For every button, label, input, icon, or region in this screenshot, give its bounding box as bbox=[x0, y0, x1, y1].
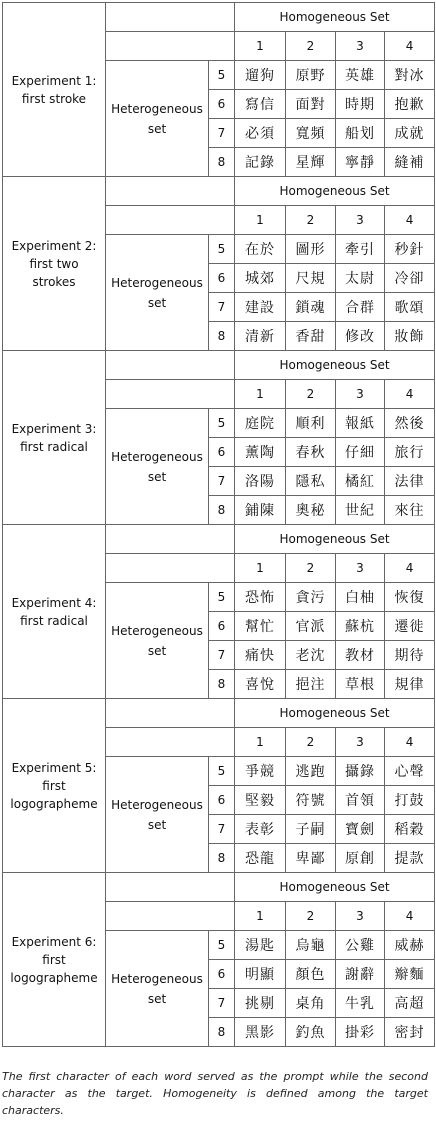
empty-cell bbox=[106, 525, 235, 554]
experiment-label-line: strokes bbox=[32, 274, 76, 289]
column-number: 1 bbox=[235, 32, 286, 61]
word-cell: 心聲 bbox=[385, 757, 435, 786]
homogeneous-set-header: Homogeneous Set bbox=[235, 525, 435, 554]
column-number: 1 bbox=[235, 380, 286, 409]
experiment-label-line: logographeme bbox=[10, 970, 98, 985]
row-number: 6 bbox=[209, 90, 235, 119]
word-cell: 原野 bbox=[286, 61, 336, 90]
stimuli-table bbox=[2, 2, 435, 1047]
heterogeneous-label-line: Heterogeneous bbox=[111, 101, 203, 116]
word-cell: 恐龍 bbox=[235, 844, 286, 873]
word-cell: 辮麵 bbox=[385, 960, 435, 989]
word-cell: 鋪陳 bbox=[235, 496, 286, 525]
word-cell: 稻穀 bbox=[385, 815, 435, 844]
word-cell: 縫補 bbox=[385, 148, 435, 177]
row-number: 7 bbox=[209, 815, 235, 844]
row-number: 5 bbox=[209, 409, 235, 438]
empty-cell bbox=[106, 206, 235, 235]
row-number: 8 bbox=[209, 670, 235, 699]
word-cell: 洛陽 bbox=[235, 467, 286, 496]
word-cell: 湯匙 bbox=[235, 931, 286, 960]
experiment-label-line: Experiment 5: bbox=[11, 760, 97, 775]
empty-cell bbox=[106, 873, 235, 902]
word-cell: 鎖魂 bbox=[286, 293, 336, 322]
column-number: 2 bbox=[286, 902, 336, 931]
experiment-label-line: Experiment 4: bbox=[11, 595, 97, 610]
experiment-label bbox=[3, 351, 106, 525]
word-cell: 合群 bbox=[336, 293, 385, 322]
experiment-label-line: first bbox=[42, 778, 66, 793]
word-cell: 黑影 bbox=[235, 1018, 286, 1047]
table-row bbox=[3, 525, 435, 554]
word-cell: 必須 bbox=[235, 119, 286, 148]
row-number: 5 bbox=[209, 757, 235, 786]
word-cell: 英雄 bbox=[336, 61, 385, 90]
empty-cell bbox=[106, 699, 235, 728]
empty-cell bbox=[106, 32, 235, 61]
word-cell: 卑鄙 bbox=[286, 844, 336, 873]
experiment-label bbox=[3, 525, 106, 699]
column-number: 4 bbox=[385, 206, 435, 235]
row-number: 8 bbox=[209, 1018, 235, 1047]
table-row bbox=[3, 3, 435, 32]
row-number: 5 bbox=[209, 583, 235, 612]
word-cell: 高超 bbox=[385, 989, 435, 1018]
heterogeneous-set-label bbox=[106, 583, 209, 699]
column-number: 3 bbox=[336, 32, 385, 61]
row-number: 7 bbox=[209, 467, 235, 496]
table-row bbox=[3, 873, 435, 902]
word-cell: 庭院 bbox=[235, 409, 286, 438]
word-cell: 蘇杭 bbox=[336, 612, 385, 641]
word-cell: 尺規 bbox=[286, 264, 336, 293]
experiment-label-line: first radical bbox=[20, 439, 88, 454]
heterogeneous-set-label bbox=[106, 757, 209, 873]
word-cell: 世紀 bbox=[336, 496, 385, 525]
empty-cell bbox=[106, 554, 235, 583]
word-cell: 掛彩 bbox=[336, 1018, 385, 1047]
experiment-label-line: Experiment 6: bbox=[11, 934, 97, 949]
word-cell: 牽引 bbox=[336, 235, 385, 264]
row-number: 6 bbox=[209, 960, 235, 989]
word-cell: 寧靜 bbox=[336, 148, 385, 177]
word-cell: 提款 bbox=[385, 844, 435, 873]
word-cell: 薰陶 bbox=[235, 438, 286, 467]
word-cell: 打鼓 bbox=[385, 786, 435, 815]
column-number: 4 bbox=[385, 554, 435, 583]
word-cell: 白柚 bbox=[336, 583, 385, 612]
row-number: 7 bbox=[209, 989, 235, 1018]
table-row bbox=[3, 351, 435, 380]
word-cell: 規律 bbox=[385, 670, 435, 699]
word-cell: 時期 bbox=[336, 90, 385, 119]
word-cell: 清新 bbox=[235, 322, 286, 351]
row-number: 8 bbox=[209, 148, 235, 177]
heterogeneous-set-label bbox=[106, 931, 209, 1047]
column-number: 2 bbox=[286, 206, 336, 235]
heterogeneous-label-line: set bbox=[147, 817, 167, 832]
word-cell: 法律 bbox=[385, 467, 435, 496]
homogeneous-set-header: Homogeneous Set bbox=[235, 699, 435, 728]
heterogeneous-label-line: Heterogeneous bbox=[111, 797, 203, 812]
word-cell: 太尉 bbox=[336, 264, 385, 293]
heterogeneous-label-line: Heterogeneous bbox=[111, 623, 203, 638]
column-number: 4 bbox=[385, 728, 435, 757]
word-cell: 痛快 bbox=[235, 641, 286, 670]
word-cell: 在於 bbox=[235, 235, 286, 264]
row-number: 6 bbox=[209, 612, 235, 641]
empty-cell bbox=[106, 177, 235, 206]
experiment-label-line: first two bbox=[29, 256, 79, 271]
heterogeneous-label-line: Heterogeneous bbox=[111, 971, 203, 986]
word-cell: 恐怖 bbox=[235, 583, 286, 612]
word-cell: 記錄 bbox=[235, 148, 286, 177]
word-cell: 報紙 bbox=[336, 409, 385, 438]
word-cell: 挑剔 bbox=[235, 989, 286, 1018]
word-cell: 老沈 bbox=[286, 641, 336, 670]
word-cell: 妝飾 bbox=[385, 322, 435, 351]
row-number: 6 bbox=[209, 438, 235, 467]
word-cell: 恢復 bbox=[385, 583, 435, 612]
word-cell: 表彰 bbox=[235, 815, 286, 844]
column-number: 3 bbox=[336, 902, 385, 931]
heterogeneous-label-line: set bbox=[147, 991, 167, 1006]
row-number: 5 bbox=[209, 61, 235, 90]
word-cell: 秒針 bbox=[385, 235, 435, 264]
empty-cell bbox=[106, 728, 235, 757]
word-cell: 冷卻 bbox=[385, 264, 435, 293]
word-cell: 城郊 bbox=[235, 264, 286, 293]
experiment-label-line: Experiment 1: bbox=[11, 73, 97, 88]
word-cell: 貪污 bbox=[286, 583, 336, 612]
word-cell: 牛乳 bbox=[336, 989, 385, 1018]
word-cell: 子嗣 bbox=[286, 815, 336, 844]
word-cell: 草根 bbox=[336, 670, 385, 699]
word-cell: 期待 bbox=[385, 641, 435, 670]
word-cell: 隱私 bbox=[286, 467, 336, 496]
column-number: 2 bbox=[286, 32, 336, 61]
column-number: 4 bbox=[385, 902, 435, 931]
word-cell: 明顯 bbox=[235, 960, 286, 989]
homogeneous-set-header: Homogeneous Set bbox=[235, 351, 435, 380]
word-cell: 寶劍 bbox=[336, 815, 385, 844]
column-number: 2 bbox=[286, 380, 336, 409]
empty-cell bbox=[106, 3, 235, 32]
heterogeneous-label-line: set bbox=[147, 643, 167, 658]
word-cell: 寬頻 bbox=[286, 119, 336, 148]
column-number: 3 bbox=[336, 728, 385, 757]
column-number: 3 bbox=[336, 206, 385, 235]
word-cell: 船划 bbox=[336, 119, 385, 148]
word-cell: 對冰 bbox=[385, 61, 435, 90]
word-cell: 烏龜 bbox=[286, 931, 336, 960]
word-cell: 符號 bbox=[286, 786, 336, 815]
word-cell: 香甜 bbox=[286, 322, 336, 351]
word-cell: 教材 bbox=[336, 641, 385, 670]
word-cell: 逃跑 bbox=[286, 757, 336, 786]
row-number: 7 bbox=[209, 641, 235, 670]
word-cell: 歌頌 bbox=[385, 293, 435, 322]
empty-cell bbox=[106, 380, 235, 409]
column-number: 2 bbox=[286, 554, 336, 583]
row-number: 7 bbox=[209, 119, 235, 148]
column-number: 3 bbox=[336, 380, 385, 409]
word-cell: 來往 bbox=[385, 496, 435, 525]
experiment-label-line: first stroke bbox=[21, 91, 87, 106]
experiment-label-line: Experiment 3: bbox=[11, 421, 97, 436]
column-number: 1 bbox=[235, 554, 286, 583]
word-cell: 顏色 bbox=[286, 960, 336, 989]
word-cell: 堅毅 bbox=[235, 786, 286, 815]
word-cell: 修改 bbox=[336, 322, 385, 351]
word-cell: 攝錄 bbox=[336, 757, 385, 786]
empty-cell bbox=[106, 351, 235, 380]
heterogeneous-set-label bbox=[106, 235, 209, 351]
row-number: 5 bbox=[209, 931, 235, 960]
word-cell: 成就 bbox=[385, 119, 435, 148]
column-number: 3 bbox=[336, 554, 385, 583]
row-number: 6 bbox=[209, 264, 235, 293]
experiment-label-line: first bbox=[42, 952, 66, 967]
homogeneous-set-header: Homogeneous Set bbox=[235, 3, 435, 32]
table-row bbox=[3, 699, 435, 728]
word-cell: 順利 bbox=[286, 409, 336, 438]
word-cell: 首領 bbox=[336, 786, 385, 815]
word-cell: 喜悅 bbox=[235, 670, 286, 699]
word-cell: 仔細 bbox=[336, 438, 385, 467]
word-cell: 遷徙 bbox=[385, 612, 435, 641]
word-cell: 圖形 bbox=[286, 235, 336, 264]
word-cell: 橘紅 bbox=[336, 467, 385, 496]
heterogeneous-set-label bbox=[106, 409, 209, 525]
row-number: 8 bbox=[209, 844, 235, 873]
heterogeneous-label-line: set bbox=[147, 121, 167, 136]
experiment-label-line: logographeme bbox=[10, 796, 98, 811]
column-number: 2 bbox=[286, 728, 336, 757]
heterogeneous-label-line: Heterogeneous bbox=[111, 449, 203, 464]
word-cell: 釣魚 bbox=[286, 1018, 336, 1047]
homogeneous-set-header: Homogeneous Set bbox=[235, 177, 435, 206]
empty-cell bbox=[106, 902, 235, 931]
table-row bbox=[3, 177, 435, 206]
experiment-label bbox=[3, 873, 106, 1047]
word-cell: 桌角 bbox=[286, 989, 336, 1018]
word-cell: 然後 bbox=[385, 409, 435, 438]
table-footnote: The first character of each word served as the prompt while the second character as the target. Homogeneity is defined among the target characters. bbox=[2, 1070, 428, 1117]
word-cell: 謝辭 bbox=[336, 960, 385, 989]
row-number: 7 bbox=[209, 293, 235, 322]
row-number: 6 bbox=[209, 786, 235, 815]
word-cell: 建設 bbox=[235, 293, 286, 322]
word-cell: 威赫 bbox=[385, 931, 435, 960]
word-cell: 旅行 bbox=[385, 438, 435, 467]
experiment-label bbox=[3, 3, 106, 177]
heterogeneous-set-label bbox=[106, 61, 209, 177]
column-number: 4 bbox=[385, 32, 435, 61]
row-number: 8 bbox=[209, 496, 235, 525]
row-number: 8 bbox=[209, 322, 235, 351]
experiment-label bbox=[3, 177, 106, 351]
heterogeneous-label-line: set bbox=[147, 295, 167, 310]
row-number: 5 bbox=[209, 235, 235, 264]
word-cell: 爭競 bbox=[235, 757, 286, 786]
word-cell: 寫信 bbox=[235, 90, 286, 119]
word-cell: 原創 bbox=[336, 844, 385, 873]
word-cell: 官派 bbox=[286, 612, 336, 641]
column-number: 1 bbox=[235, 728, 286, 757]
word-cell: 幫忙 bbox=[235, 612, 286, 641]
word-cell: 公雞 bbox=[336, 931, 385, 960]
word-cell: 面對 bbox=[286, 90, 336, 119]
column-number: 1 bbox=[235, 206, 286, 235]
column-number: 1 bbox=[235, 902, 286, 931]
word-cell: 奧秘 bbox=[286, 496, 336, 525]
word-cell: 抱歉 bbox=[385, 90, 435, 119]
word-cell: 挹注 bbox=[286, 670, 336, 699]
homogeneous-set-header: Homogeneous Set bbox=[235, 873, 435, 902]
word-cell: 密封 bbox=[385, 1018, 435, 1047]
word-cell: 春秋 bbox=[286, 438, 336, 467]
heterogeneous-label-line: Heterogeneous bbox=[111, 275, 203, 290]
experiment-label-line: Experiment 2: bbox=[11, 238, 97, 253]
experiment-label-line: first radical bbox=[20, 613, 88, 628]
word-cell: 星輝 bbox=[286, 148, 336, 177]
word-cell: 遛狗 bbox=[235, 61, 286, 90]
column-number: 4 bbox=[385, 380, 435, 409]
experiment-label bbox=[3, 699, 106, 873]
heterogeneous-label-line: set bbox=[147, 469, 167, 484]
